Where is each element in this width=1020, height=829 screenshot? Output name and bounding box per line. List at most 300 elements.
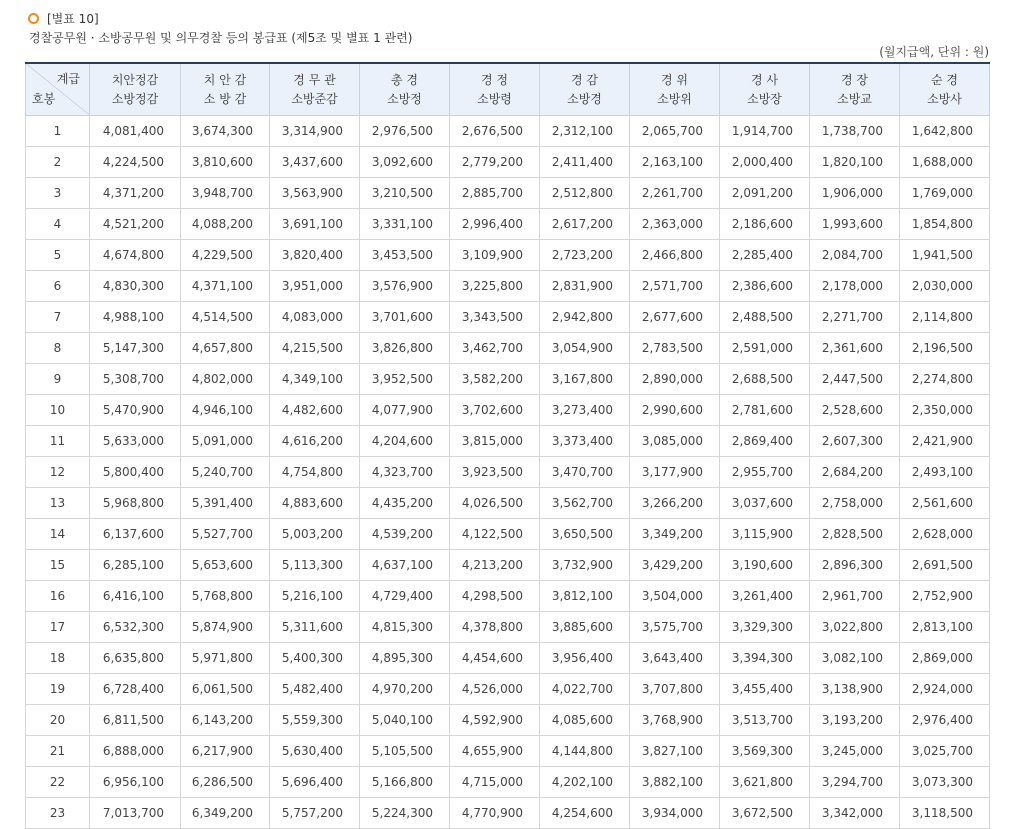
salary-cell: 3,022,800 [810,612,900,643]
step-cell: 19 [26,674,90,705]
salary-cell: 1,688,000 [900,147,990,178]
header-corner [26,63,90,116]
salary-cell: 6,137,600 [90,519,181,550]
salary-cell: 2,676,500 [450,116,540,147]
salary-cell: 3,455,400 [720,674,810,705]
salary-cell: 4,637,100 [360,550,450,581]
salary-cell: 1,941,500 [900,240,990,271]
table-row [26,364,990,395]
header-col-7 [630,63,720,116]
salary-cell: 4,435,200 [360,488,450,519]
salary-cell: 2,896,300 [810,550,900,581]
salary-cell: 6,956,100 [90,767,181,798]
salary-cell: 3,394,300 [720,643,810,674]
salary-cell: 5,091,000 [181,426,270,457]
salary-cell: 3,768,900 [630,705,720,736]
header-fire-rank: 소방장 [747,91,782,106]
salary-cell: 2,869,400 [720,426,810,457]
table-row [26,612,990,643]
salary-cell: 4,215,500 [270,333,360,364]
salary-cell: 4,378,800 [450,612,540,643]
header-col-10 [900,63,990,116]
table-row [26,519,990,550]
table-row [26,488,990,519]
salary-cell: 3,810,600 [181,147,270,178]
salary-cell: 4,083,000 [270,302,360,333]
header-police-rank: 경 감 [571,72,598,87]
step-cell: 6 [26,271,90,302]
salary-cell: 6,286,500 [181,767,270,798]
header-col-6 [540,63,630,116]
header-police-rank: 경 위 [661,72,688,87]
salary-cell: 5,757,200 [270,798,360,829]
appendix-tag: [별표 10] [47,11,99,26]
step-cell: 15 [26,550,90,581]
salary-cell: 2,571,700 [630,271,720,302]
salary-cell: 4,454,600 [450,643,540,674]
salary-cell: 2,723,200 [540,240,630,271]
salary-cell: 3,373,400 [540,426,630,457]
salary-cell: 2,976,500 [360,116,450,147]
table-row [26,395,990,426]
salary-cell: 3,225,800 [450,271,540,302]
salary-cell: 3,569,300 [720,736,810,767]
salary-cell: 4,616,200 [270,426,360,457]
salary-cell: 3,437,600 [270,147,360,178]
table-row [26,643,990,674]
salary-cell: 2,196,500 [900,333,990,364]
salary-cell: 5,768,800 [181,581,270,612]
salary-cell: 3,702,600 [450,395,540,426]
header-fire-rank: 소방령 [477,91,512,106]
salary-cell: 5,105,500 [360,736,450,767]
salary-cell: 4,895,300 [360,643,450,674]
salary-cell: 4,988,100 [90,302,181,333]
salary-cell: 4,729,400 [360,581,450,612]
salary-cell: 4,655,900 [450,736,540,767]
circle-bullet-icon [28,13,39,24]
salary-cell: 3,934,000 [630,798,720,829]
salary-cell: 4,371,200 [90,178,181,209]
salary-cell: 4,815,300 [360,612,450,643]
heading-row [22,8,412,28]
salary-cell: 2,607,300 [810,426,900,457]
table-row [26,116,990,147]
salary-cell: 6,143,200 [181,705,270,736]
step-cell: 18 [26,643,90,674]
salary-cell: 7,013,700 [90,798,181,829]
salary-cell: 3,167,800 [540,364,630,395]
step-cell: 8 [26,333,90,364]
header-col-9 [810,63,900,116]
salary-cell: 2,000,400 [720,147,810,178]
salary-cell: 3,575,700 [630,612,720,643]
salary-cell: 5,971,800 [181,643,270,674]
salary-cell: 4,715,000 [450,767,540,798]
step-cell: 22 [26,767,90,798]
step-cell: 4 [26,209,90,240]
salary-cell: 4,229,500 [181,240,270,271]
salary-cell: 4,539,200 [360,519,450,550]
step-cell: 23 [26,798,90,829]
salary-cell: 5,653,600 [181,550,270,581]
table-title: 경찰공무원 · 소방공무원 및 의무경찰 등의 봉급표 (제5조 및 별표 1 관련) [29,31,413,45]
table-row [26,240,990,271]
salary-cell: 4,081,400 [90,116,181,147]
salary-cell: 3,342,000 [810,798,900,829]
step-cell: 20 [26,705,90,736]
header-police-rank: 경 정 [481,72,508,87]
step-cell: 14 [26,519,90,550]
salary-cell: 4,946,100 [181,395,270,426]
salary-cell: 5,527,700 [181,519,270,550]
salary-cell: 5,470,900 [90,395,181,426]
step-cell: 21 [26,736,90,767]
step-label: 호봉 [32,92,56,106]
salary-cell: 4,754,800 [270,457,360,488]
salary-cell: 5,800,400 [90,457,181,488]
salary-cell: 2,869,000 [900,643,990,674]
salary-cell: 2,828,500 [810,519,900,550]
salary-cell: 3,952,500 [360,364,450,395]
salary-cell: 2,752,900 [900,581,990,612]
salary-cell: 4,122,500 [450,519,540,550]
salary-cell: 4,521,200 [90,209,181,240]
step-cell: 11 [26,426,90,457]
salary-cell: 3,732,900 [540,550,630,581]
table-row [26,550,990,581]
heading [22,8,412,47]
header-col-1 [90,63,181,116]
salary-cell: 4,592,900 [450,705,540,736]
header-col-4 [360,63,450,116]
salary-cell: 1,820,100 [810,147,900,178]
salary-cell: 5,400,300 [270,643,360,674]
salary-cell: 2,688,500 [720,364,810,395]
salary-cell: 4,770,900 [450,798,540,829]
step-cell: 17 [26,612,90,643]
salary-cell: 2,831,900 [540,271,630,302]
table-row [26,302,990,333]
salary-cell: 3,082,100 [810,643,900,674]
salary-cell: 5,482,400 [270,674,360,705]
salary-cell: 3,092,600 [360,147,450,178]
salary-cell: 2,617,200 [540,209,630,240]
salary-cell: 3,462,700 [450,333,540,364]
salary-cell: 5,633,000 [90,426,181,457]
salary-cell: 1,769,000 [900,178,990,209]
salary-cell: 4,802,000 [181,364,270,395]
salary-cell: 5,696,400 [270,767,360,798]
header-police-rank: 경 사 [751,72,778,87]
salary-cell: 3,193,200 [810,705,900,736]
step-cell: 2 [26,147,90,178]
salary-cell: 2,030,000 [900,271,990,302]
header-police-rank: 치안정감 [111,72,159,87]
salary-cell: 2,114,800 [900,302,990,333]
salary-cell: 4,204,600 [360,426,450,457]
step-cell: 5 [26,240,90,271]
salary-cell: 3,650,500 [540,519,630,550]
salary-cell: 4,482,600 [270,395,360,426]
salary-cell: 6,728,400 [90,674,181,705]
salary-cell: 3,115,900 [720,519,810,550]
table-row [26,147,990,178]
salary-cell: 2,955,700 [720,457,810,488]
salary-cell: 4,298,500 [450,581,540,612]
salary-cell: 2,691,500 [900,550,990,581]
table-row [26,457,990,488]
salary-cell: 4,088,200 [181,209,270,240]
salary-cell: 2,274,800 [900,364,990,395]
salary-cell: 3,812,100 [540,581,630,612]
step-cell: 12 [26,457,90,488]
salary-cell: 2,447,500 [810,364,900,395]
salary-cell: 6,416,100 [90,581,181,612]
salary-cell: 3,294,700 [810,767,900,798]
table-header [26,63,990,116]
salary-cell: 3,025,700 [900,736,990,767]
salary-cell: 3,707,800 [630,674,720,705]
salary-cell: 3,504,000 [630,581,720,612]
salary-cell: 3,190,600 [720,550,810,581]
header-fire-rank: 소방준감 [291,91,338,106]
salary-cell: 2,961,700 [810,581,900,612]
table-row [26,581,990,612]
salary-cell: 5,391,400 [181,488,270,519]
header-fire-rank: 소방사 [927,91,962,106]
salary-cell: 4,144,800 [540,736,630,767]
salary-cell: 6,217,900 [181,736,270,767]
salary-cell: 5,874,900 [181,612,270,643]
salary-cell: 3,429,200 [630,550,720,581]
header-col-8 [720,63,810,116]
header-fire-rank: 소방정감 [111,91,159,106]
header-row [26,63,990,116]
salary-cell: 3,643,400 [630,643,720,674]
table-row [26,736,990,767]
salary-cell: 4,970,200 [360,674,450,705]
salary-cell: 5,003,200 [270,519,360,550]
salary-cell: 1,854,800 [900,209,990,240]
salary-cell: 3,073,300 [900,767,990,798]
salary-cell: 6,888,000 [90,736,181,767]
salary-cell: 3,923,500 [450,457,540,488]
salary-cell: 3,885,600 [540,612,630,643]
salary-cell: 6,061,500 [181,674,270,705]
header-police-rank: 경 무 관 [293,72,336,87]
salary-table [25,62,990,829]
salary-cell: 2,493,100 [900,457,990,488]
salary-cell: 6,349,200 [181,798,270,829]
salary-cell: 3,054,900 [540,333,630,364]
rank-label: 계급 [56,72,80,86]
salary-cell: 6,635,800 [90,643,181,674]
step-cell: 9 [26,364,90,395]
salary-cell: 3,245,000 [810,736,900,767]
salary-cell: 6,285,100 [90,550,181,581]
salary-cell: 2,976,400 [900,705,990,736]
salary-cell: 2,942,800 [540,302,630,333]
salary-cell: 4,674,800 [90,240,181,271]
salary-cell: 1,906,000 [810,178,900,209]
salary-cell: 4,349,100 [270,364,360,395]
salary-cell: 2,628,000 [900,519,990,550]
salary-cell: 3,329,300 [720,612,810,643]
salary-cell: 3,951,000 [270,271,360,302]
salary-cell: 3,513,700 [720,705,810,736]
salary-cell: 2,065,700 [630,116,720,147]
salary-cell: 4,526,000 [450,674,540,705]
header-col-2 [181,63,270,116]
header-col-5 [450,63,540,116]
salary-cell: 4,022,700 [540,674,630,705]
salary-cell: 3,563,900 [270,178,360,209]
salary-cell: 4,371,100 [181,271,270,302]
salary-cell: 3,691,100 [270,209,360,240]
salary-cell: 6,532,300 [90,612,181,643]
salary-cell: 2,996,400 [450,209,540,240]
salary-cell: 3,621,800 [720,767,810,798]
salary-cell: 5,559,300 [270,705,360,736]
step-cell: 1 [26,116,90,147]
salary-cell: 5,240,700 [181,457,270,488]
header-police-rank: 총 경 [391,72,418,87]
salary-cell: 2,758,000 [810,488,900,519]
salary-cell: 5,166,800 [360,767,450,798]
salary-cell: 5,224,300 [360,798,450,829]
salary-cell: 4,077,900 [360,395,450,426]
table-row [26,271,990,302]
header-fire-rank: 소방교 [837,91,872,106]
unit-note: (월지급액, 단위 : 원) [879,45,989,59]
salary-cell: 2,421,900 [900,426,990,457]
salary-cell: 1,914,700 [720,116,810,147]
salary-cell: 2,885,700 [450,178,540,209]
salary-cell: 2,890,000 [630,364,720,395]
salary-cell: 5,147,300 [90,333,181,364]
salary-cell: 5,311,600 [270,612,360,643]
salary-cell: 2,924,000 [900,674,990,705]
salary-cell: 3,453,500 [360,240,450,271]
salary-cell: 2,813,100 [900,612,990,643]
salary-cell: 2,285,400 [720,240,810,271]
salary-cell: 3,210,500 [360,178,450,209]
salary-cell: 2,386,600 [720,271,810,302]
salary-cell: 2,591,000 [720,333,810,364]
header-police-rank: 순 경 [931,72,958,87]
salary-cell: 2,512,800 [540,178,630,209]
salary-cell: 3,085,000 [630,426,720,457]
step-cell: 10 [26,395,90,426]
table-row [26,705,990,736]
salary-cell: 2,261,700 [630,178,720,209]
salary-cell: 3,701,600 [360,302,450,333]
table-row [26,178,990,209]
salary-cell: 3,956,400 [540,643,630,674]
salary-cell: 3,827,100 [630,736,720,767]
salary-cell: 5,040,100 [360,705,450,736]
salary-cell: 3,948,700 [181,178,270,209]
salary-cell: 3,266,200 [630,488,720,519]
step-cell: 16 [26,581,90,612]
header-police-rank: 경 장 [841,72,868,87]
salary-cell: 3,582,200 [450,364,540,395]
salary-cell: 5,216,100 [270,581,360,612]
salary-cell: 4,026,500 [450,488,540,519]
salary-cell: 3,037,600 [720,488,810,519]
header-police-rank: 치 안 감 [203,72,247,87]
header-fire-rank: 소방위 [657,91,692,106]
salary-cell: 3,273,400 [540,395,630,426]
table-row [26,333,990,364]
salary-cell: 3,672,500 [720,798,810,829]
salary-cell: 4,830,300 [90,271,181,302]
salary-cell: 2,411,400 [540,147,630,178]
salary-cell: 4,213,200 [450,550,540,581]
salary-cell: 2,084,700 [810,240,900,271]
step-cell: 3 [26,178,90,209]
salary-cell: 3,118,500 [900,798,990,829]
table-row [26,426,990,457]
salary-cell: 3,349,200 [630,519,720,550]
header-fire-rank: 소 방 감 [203,91,247,106]
salary-cell: 2,990,600 [630,395,720,426]
salary-cell: 2,361,600 [810,333,900,364]
table-row [26,798,990,829]
salary-cell: 2,312,100 [540,116,630,147]
salary-cell: 3,562,700 [540,488,630,519]
salary-cell: 4,085,600 [540,705,630,736]
salary-cell: 2,186,600 [720,209,810,240]
salary-cell: 1,738,700 [810,116,900,147]
salary-cell: 2,466,800 [630,240,720,271]
salary-cell: 4,202,100 [540,767,630,798]
salary-cell: 2,781,600 [720,395,810,426]
salary-cell: 4,514,500 [181,302,270,333]
salary-cell: 3,882,100 [630,767,720,798]
salary-cell: 3,261,400 [720,581,810,612]
salary-cell: 2,677,600 [630,302,720,333]
salary-cell: 2,350,000 [900,395,990,426]
salary-cell: 4,254,600 [540,798,630,829]
header-fire-rank: 소방정 [387,91,422,106]
salary-cell: 2,271,700 [810,302,900,333]
salary-cell: 2,561,600 [900,488,990,519]
table-row [26,674,990,705]
salary-cell: 5,113,300 [270,550,360,581]
header-fire-rank: 소방경 [567,91,602,106]
salary-cell: 5,308,700 [90,364,181,395]
step-cell: 7 [26,302,90,333]
salary-cell: 2,091,200 [720,178,810,209]
salary-cell: 4,883,600 [270,488,360,519]
salary-cell: 2,528,600 [810,395,900,426]
salary-cell: 6,811,500 [90,705,181,736]
salary-cell: 3,576,900 [360,271,450,302]
table-row [26,767,990,798]
salary-cell: 1,993,600 [810,209,900,240]
salary-cell: 2,779,200 [450,147,540,178]
salary-cell: 3,314,900 [270,116,360,147]
salary-cell: 4,224,500 [90,147,181,178]
salary-cell: 3,826,800 [360,333,450,364]
table-row [26,209,990,240]
salary-cell: 2,178,000 [810,271,900,302]
salary-cell: 3,343,500 [450,302,540,333]
salary-cell: 2,488,500 [720,302,810,333]
salary-cell: 2,363,000 [630,209,720,240]
